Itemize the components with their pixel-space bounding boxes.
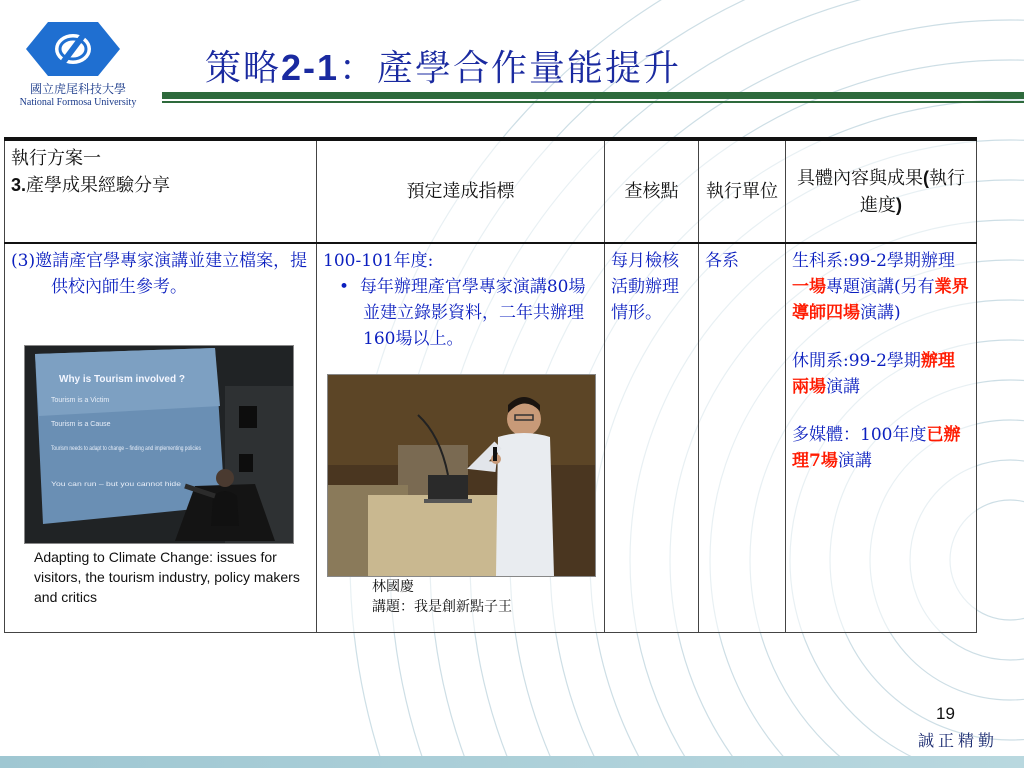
result-text: 演講 [826, 377, 860, 397]
photo-1-caption: Adapting to Climate Change: issues for visitors, the tourism industry, policy makers and critics [34, 549, 300, 605]
slide-title: Why is Tourism involved ? [59, 374, 185, 385]
result-multimedia [792, 422, 970, 474]
result-text: 演講 [837, 451, 872, 471]
table-header-row [5, 139, 977, 243]
header-results-paren-open: ( [923, 167, 929, 188]
result-text: 多媒體：100年度 [792, 425, 927, 445]
header-checkpoint: 查核點 [605, 139, 699, 243]
header-plan-number: 3. [11, 175, 27, 195]
result-highlight: 一場 [792, 277, 826, 297]
page-title [205, 40, 681, 91]
lecture-photo-1-image [25, 346, 293, 543]
header-plan-line2 [11, 172, 310, 199]
bullet-icon: • [339, 277, 350, 297]
indicator-text: 每年辦理產官學專家演講80場並建立錄影資料，二年共辦理160場以上。 [359, 277, 586, 349]
university-name-zh: 國立虎尾科技大學 [29, 82, 126, 96]
header-rule-thin [162, 101, 1024, 103]
university-logo-icon [26, 18, 120, 80]
spacer [792, 326, 970, 348]
header-plan-line1: 執行方案一 [11, 148, 101, 169]
result-highlight: 辦理兩場 [792, 351, 955, 397]
header-rule-thick [162, 92, 1024, 99]
result-text: 演講) [860, 303, 901, 323]
header-results-b: 執行進度 [860, 167, 965, 216]
header-plan [5, 139, 317, 243]
header-plan-text: 產學成果經驗分享 [26, 175, 171, 196]
plan-text: (3)邀請產官學專家演講並建立檔案，提供校內師生參考。 [11, 251, 308, 297]
header-indicator: 預定達成指標 [317, 139, 605, 243]
result-biotech [792, 248, 970, 326]
result-highlight: 已辦理7場 [792, 425, 961, 471]
speaker-topic: 講題：我是創新點子王 [372, 599, 512, 615]
slide-bullet: Tourism is a Victim [51, 397, 110, 404]
header-unit: 執行單位 [699, 139, 786, 243]
result-text: 專題演講(另有 [826, 277, 935, 297]
slide-bullet: Tourism is a Cause [51, 421, 111, 428]
result-text: 生科系:99-2學期辦理 [792, 251, 955, 271]
slide-bullet: Tourism needs to adapt to change – finding and implementing policies [51, 446, 201, 452]
indicator-year: 100-101年度: [323, 251, 434, 271]
result-leisure [792, 348, 970, 400]
header-results-paren-close: ) [896, 194, 902, 215]
cell-results [786, 243, 977, 633]
slide-bullet: You can run – but you cannot hide [51, 482, 182, 488]
header-results [786, 139, 977, 243]
spacer [792, 400, 970, 422]
speaker-photo [327, 374, 596, 577]
title-suffix: ：產學合作量能提升 [339, 48, 682, 89]
speaker-photo-image [328, 375, 595, 576]
title-prefix: 策略 [205, 48, 282, 89]
cell-checkpoint [605, 243, 699, 633]
indicator-item [323, 274, 598, 352]
university-motto: 誠正精勤 [918, 731, 999, 750]
cell-unit: 各系 [699, 243, 786, 633]
title-number: 2-1 [281, 47, 340, 88]
speaker-name: 林國慶 [372, 579, 414, 595]
university-name-en: National Formosa University [19, 97, 137, 108]
header-results-a: 具體內容與成果 [797, 167, 923, 189]
result-highlight: 業界導師四場 [792, 277, 969, 323]
checkpoint-text: 每月檢核活動辦理情形。 [611, 251, 679, 323]
photo-2-caption [372, 577, 602, 617]
result-text: 休閒系:99-2學期 [792, 351, 921, 371]
lecture-photo-1 [24, 345, 294, 544]
bottom-decor-bar [0, 756, 1024, 768]
page-number: 19 [936, 704, 955, 723]
